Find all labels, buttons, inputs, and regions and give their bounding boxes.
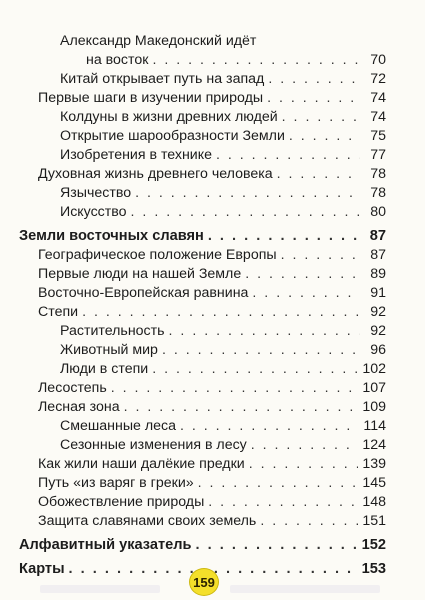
toc-entry-page: 92 [370, 304, 386, 320]
leader-dots [111, 379, 359, 398]
toc-entry-page: 77 [370, 147, 386, 163]
toc-entry-page: 102 [362, 361, 386, 377]
toc-entry-title: Изобретения в технике [60, 147, 212, 163]
toc-entry-title: Путь «из варяг в греки» [38, 475, 194, 491]
leader-dots [124, 398, 359, 417]
toc-entry [60, 417, 386, 436]
toc-entry [38, 303, 386, 322]
toc-entry [38, 379, 386, 398]
toc-entry-title: Смешанные леса [60, 418, 177, 434]
toc-entry-title: Сезонные изменения в лесу [60, 437, 247, 453]
toc-entry [86, 51, 386, 70]
toc-entry [60, 127, 386, 146]
toc-entry-page: 78 [370, 185, 386, 201]
toc-entry-page: 151 [362, 513, 386, 529]
leader-dots [249, 455, 359, 474]
leader-dots [208, 493, 358, 512]
leader-dots [245, 265, 360, 284]
leader-dots [169, 322, 360, 341]
leader-dots [82, 303, 360, 322]
toc-entry-page: 148 [362, 494, 386, 510]
leader-dots [251, 436, 359, 455]
toc-entry-title: Защита славянами своих земель [38, 513, 257, 529]
toc-entry [38, 474, 386, 493]
toc-entry-title: Первые люди на нашей Земле [38, 266, 242, 282]
toc-entry-title: Географическое положение Европы [38, 247, 277, 263]
leader-dots [281, 246, 360, 265]
toc-entry-page: 74 [370, 109, 386, 125]
toc-entry-title: Искусство [60, 204, 127, 220]
toc-entry-title: Животный мир [60, 342, 158, 358]
leader-dots [216, 146, 360, 165]
toc-entry [38, 246, 386, 265]
toc-entry-title: Как жили наши далёкие предки [38, 456, 245, 472]
toc-section-heading [19, 536, 386, 555]
toc-entry-title: Алфавитный указатель [19, 537, 192, 553]
toc-entry-title: на восток [86, 52, 149, 68]
toc-entry-title: Земли восточных славян [19, 228, 204, 244]
toc-entry [38, 265, 386, 284]
toc-entry-title: Первые шаги в изучении природы [38, 90, 264, 106]
toc-entry-page: 145 [362, 475, 386, 491]
leader-dots [135, 184, 360, 203]
toc-entry-title: Карты [19, 561, 65, 577]
toc-entry [60, 146, 386, 165]
toc-entry-page: 92 [370, 323, 386, 339]
toc-entry-page: 72 [370, 71, 386, 87]
toc-entry [60, 203, 386, 222]
toc-entry-page: 78 [370, 166, 386, 182]
leader-dots [162, 341, 360, 360]
bleed-through-mark [230, 585, 380, 593]
toc-entry-page: 87 [370, 247, 386, 263]
toc-entry [38, 284, 386, 303]
toc-entry-page: 114 [363, 418, 386, 434]
leader-dots [282, 108, 360, 127]
leader-dots [252, 284, 360, 303]
toc-entry-page: 124 [362, 437, 386, 453]
toc-entry-page: 153 [361, 561, 386, 577]
toc-entry-title: Обожествление природы [38, 494, 205, 510]
toc-entry [60, 32, 380, 51]
page-number-badge [189, 568, 219, 596]
toc-entry-title: Язычество [60, 185, 132, 201]
leader-dots [152, 51, 360, 70]
toc-entry-page: 89 [370, 266, 386, 282]
leader-dots [152, 360, 358, 379]
toc-entry-title: Открытие шарообразности Земли [60, 128, 285, 144]
toc-entry-title: Восточно-Европейская равнина [38, 285, 249, 301]
toc-entry-page: 107 [362, 380, 386, 396]
leader-dots [196, 536, 358, 555]
toc-entry-page: 70 [370, 52, 386, 68]
leader-dots [131, 203, 360, 222]
toc-entry-title: Растительность [60, 323, 165, 339]
toc-entry-page: 74 [370, 90, 386, 106]
toc-entry-page: 152 [361, 537, 386, 553]
leader-dots [267, 89, 360, 108]
toc-section-heading [19, 227, 386, 246]
toc-entry [60, 341, 386, 360]
bleed-through-mark [40, 585, 160, 593]
toc-entry-page: 139 [362, 456, 386, 472]
toc-entry-page: 91 [370, 285, 386, 301]
toc-entry-title: Люди в степи [60, 361, 149, 377]
toc-entry-page: 80 [370, 204, 386, 220]
toc-entry [38, 493, 386, 512]
leader-dots [268, 70, 360, 89]
toc-entry-title: Степи [38, 304, 79, 320]
leader-dots [277, 165, 360, 184]
toc-entry [60, 360, 386, 379]
toc-entry [60, 184, 386, 203]
toc-entry-page: 75 [370, 128, 386, 144]
toc-entry [60, 70, 386, 89]
toc-entry [38, 89, 386, 108]
toc-entry [38, 512, 386, 531]
leader-dots [180, 417, 359, 436]
toc-entry-title: Колдуны в жизни древних людей [60, 109, 278, 125]
toc-entry-title: Александр Македонский идёт [60, 33, 257, 49]
toc-entry-page: 96 [370, 342, 386, 358]
toc-entry-page: 109 [362, 399, 386, 415]
leader-dots [289, 127, 360, 146]
leader-dots [198, 474, 359, 493]
page-number: 159 [193, 574, 215, 590]
toc-entry [38, 455, 386, 474]
toc-entry [60, 322, 386, 341]
toc-entry-title: Лесостепь [38, 380, 107, 396]
toc-entry [38, 398, 386, 417]
toc-entry-title: Китай открывает путь на запад [60, 71, 265, 87]
leader-dots [260, 512, 358, 531]
toc-entry-title: Духовная жизнь древнего человека [38, 166, 273, 182]
leader-dots [208, 227, 360, 246]
toc-entry [60, 108, 386, 127]
toc-entry-title: Лесная зона [38, 399, 120, 415]
toc-entry [38, 165, 386, 184]
toc-entry-page: 87 [369, 228, 386, 244]
toc-entry [60, 436, 386, 455]
